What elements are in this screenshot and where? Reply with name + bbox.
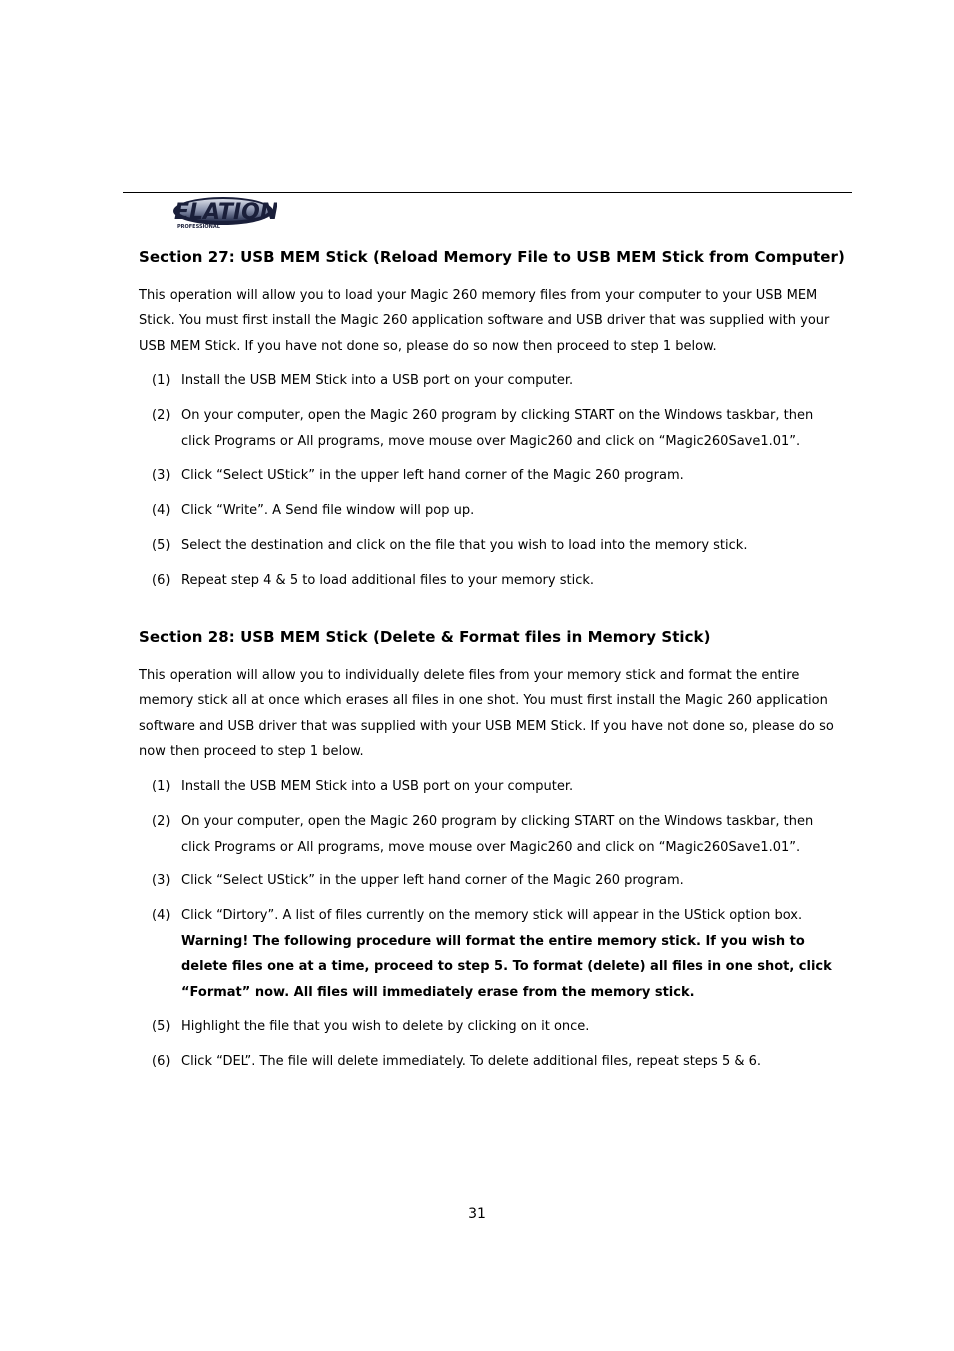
page-number: 31	[468, 1206, 486, 1222]
section-28-intro	[139, 663, 834, 764]
step-text: Click “DEL”. The file will delete immediately. To delete additional files, repeat steps 5 & 6.	[181, 1054, 762, 1069]
step-text: Repeat step 4 & 5 to load additional files to your memory stick.	[181, 573, 595, 588]
logo-brand: ELATION	[174, 200, 277, 225]
step-number: (4)	[152, 908, 171, 923]
intro-line: USB MEM Stick. If you have not done so, please do so now then proceed to step 1 below.	[139, 338, 717, 354]
step-text: Highlight the file that you wish to delete by clicking on it once.	[181, 1019, 590, 1034]
step-text: click Programs or All programs, move mouse over Magic260 and click on “Magic260Save1.01”.	[181, 433, 801, 449]
step-number: (3)	[152, 468, 171, 483]
logo-subtitle: PROFESSIONAL	[177, 224, 220, 230]
elation-logo	[165, 194, 277, 232]
intro-line: This operation will allow you to load your Magic 260 memory files from your computer to your USB MEM	[139, 288, 818, 303]
step-text: click Programs or All programs, move mouse over Magic260 and click on “Magic260Save1.01”.	[181, 839, 801, 855]
step-text: Click “Dirtory”. A list of files currently on the memory stick will appear in the UStick option box.	[181, 908, 803, 923]
section-28-title: Section 28: USB MEM Stick (Delete & Format files in Memory Stick)	[139, 628, 711, 646]
step-number: (1)	[152, 779, 171, 794]
intro-line: software and USB driver that was supplied with your USB MEM Stick. If you have not done so, please do so	[139, 718, 834, 734]
step-number: (6)	[152, 1054, 171, 1069]
step-number: (4)	[152, 503, 171, 518]
section-27-intro	[139, 283, 830, 359]
step-number: (3)	[152, 873, 171, 888]
step-text: Click “Select UStick” in the upper left hand corner of the Magic 260 program.	[181, 873, 684, 888]
header-rule	[123, 192, 852, 193]
step-text: On your computer, open the Magic 260 program by clicking START on the Windows taskbar, then	[181, 814, 814, 829]
intro-line: memory stick all at once which erases all files in one shot. You must first install the Magic 260 application	[139, 693, 828, 709]
warning-line: “Format” now. All files will immediately erase from the memory stick.	[181, 984, 695, 1000]
step-text: Select the destination and click on the file that you wish to load into the memory stick.	[181, 538, 748, 553]
step-number: (2)	[152, 408, 171, 423]
step-number: (2)	[152, 814, 171, 829]
step-number: (6)	[152, 573, 171, 588]
intro-line: This operation will allow you to individually delete files from your memory stick and format the entire	[139, 668, 800, 683]
step-text: Click “Write”. A Send file window will pop up.	[181, 503, 475, 518]
step-number: (5)	[152, 1019, 171, 1034]
step-text: Click “Select UStick” in the upper left hand corner of the Magic 260 program.	[181, 468, 684, 483]
section-27-title: Section 27: USB MEM Stick (Reload Memory File to USB MEM Stick from Computer)	[139, 248, 845, 266]
format-warning	[181, 929, 832, 1006]
intro-line: now then proceed to step 1 below.	[139, 743, 364, 759]
step-text: On your computer, open the Magic 260 program by clicking START on the Windows taskbar, then	[181, 408, 814, 423]
step-number: (1)	[152, 373, 171, 388]
step-text: Install the USB MEM Stick into a USB port on your computer.	[181, 373, 574, 388]
intro-line: Stick. You must first install the Magic 260 application software and USB driver that was supplied with your	[139, 313, 830, 329]
warning-line: Warning! The following procedure will format the entire memory stick. If you wish to	[181, 933, 805, 949]
step-text: Install the USB MEM Stick into a USB port on your computer.	[181, 779, 574, 794]
warning-line: delete files one at a time, proceed to step 5. To format (delete) all files in one shot, click	[181, 959, 832, 974]
step-number: (5)	[152, 538, 171, 553]
